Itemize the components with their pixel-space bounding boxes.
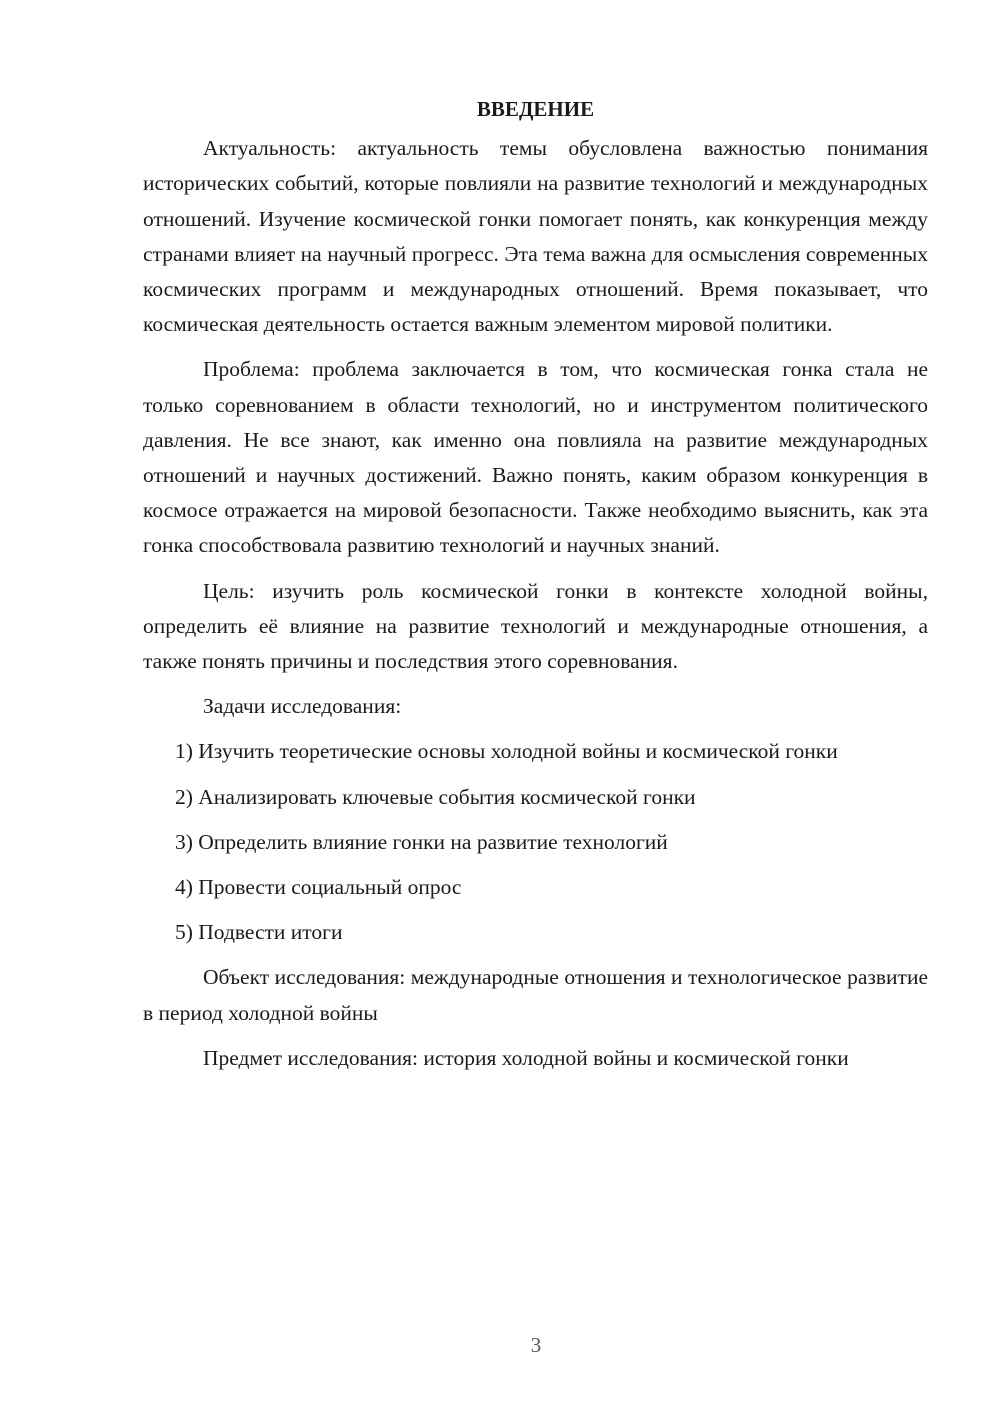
goal-paragraph: Цель: изучить роль космической гонки в контексте холодной войны, определить её влияние на развитие технологий и международные отношения, а также понять причины и последствия этого соревнования. [143, 578, 928, 674]
object-paragraph: Объект исследования: международные отношения и технологическое развитие в период холодной войны [143, 965, 928, 1025]
document-page [143, 92, 928, 1086]
subject-paragraph: Предмет исследования: история холодной войны и космической гонки [203, 1045, 849, 1070]
task-item-4: 4) Провести социальный опрос [175, 875, 462, 900]
task-item-2: 2) Анализировать ключевые события космической гонки [175, 784, 696, 809]
page-number: 3 [530, 1333, 542, 1357]
task-item-5: 5) Подвести итоги [175, 920, 343, 945]
relevance-paragraph: Актуальность: актуальность темы обусловлена важностью понимания исторических событий, которые повлияли на развитие технологий и международных отношений. Изучение космической гонки помогает понять, как конкуренция между странами влияет на научный прогресс. Эта тема важна для осмысления современных космических программ и международных отношений. Время показывает, что космическая деятельность остается важным элементом мировой политики. [143, 136, 928, 337]
task-item-1: 1) Изучить теоретические основы холодной войны и космической гонки [175, 739, 838, 764]
tasks-heading: Задачи исследования: [203, 694, 402, 719]
task-item-3: 3) Определить влияние гонки на развитие технологий [175, 829, 668, 854]
page-title: ВВЕДЕНИЕ [476, 97, 595, 121]
problem-paragraph: Проблема: проблема заключается в том, что космическая гонка стала не только соревнованием в области технологий, но и инструментом политического давления. Не все знают, как именно она повлияла на развитие международных отношений и научных достижений. Важно понять, каким образом конкуренция в космосе отражается на мировой безопасности. Также необходимо выяснить, как эта гонка способствовала развитию технологий и научных знаний. [143, 357, 928, 558]
